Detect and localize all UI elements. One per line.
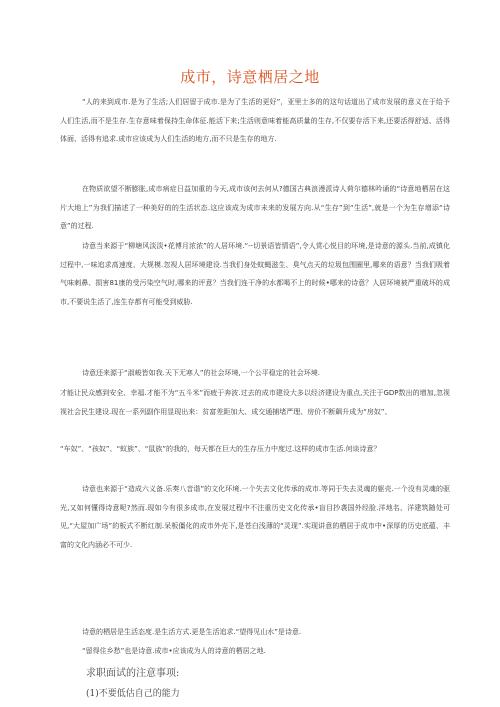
paragraph-6: “车奴”、“孩奴”、“蚁族”、“鼠族”的我的，每天都在巨大的生存压力中度过.这样的成市生活.何谈诗意？ bbox=[60, 445, 381, 453]
notes-item-1: (1)不要低估自己的能力 bbox=[86, 689, 180, 699]
paragraph-8: 诗意的栖居是生活态度.是生活方式.更是生活追求.“望得见山水”是诗意. bbox=[82, 628, 302, 636]
document-title: 成市，诗意栖居之地 bbox=[180, 68, 320, 86]
notes-heading: 求职面试的注意事项: bbox=[86, 668, 180, 679]
paragraph-5: 才能让民众感到安全、幸福.才能不为“五斗米”而疲于奔波.过去的成市建设大多以经济建设为重点,关注于GDP数出的增加,忽视视社会民生建设.现在一系列副作用显现出来：贫富差距加大、成交通捕堵严理、房价不断飙升成为“房奴”、 bbox=[60, 389, 450, 416]
paragraph-1: “人的来到成市.是为了生活;人们居留于成市.是为了生活的更好”，亚里士多的的这句话道出了成市发展的意义在于给予人们生活,而不是生存.生存意味着保持生命体征.能活下来;生活则意味着能高质量的生存,不仅要存活下来,还要活得舒适、活得体面、活得有追求.成市应该成为人们生活的地方,而不只是生存的地方. bbox=[60, 98, 450, 143]
paragraph-3: 诗意当来源于“柳塘风淡淡•花博月浓浓”的人居环境.“--切景语皆情语”,令人赏心悦目的环境,是诗意的源头.当前,成镇化过程中,一味追求高速度、大规模.忽视人居环境建设.当我们身处蚊蝇滋生、臭气点天的垃圾包围圈里,哪来的语意？当我们吸着气味刺鼻、损害81康的受污染空气时,哪来的评意？当我们连干净的水都喝不上的时候•哪来的诗意？人居环境被严重破坏的成市,不要说生活了,连生存都有可能受到威胁. bbox=[60, 242, 450, 306]
paragraph-7: 诗意也来源于“造成六义备.乐奏八音谐”的文化环境.一个失去文化传承的成市.等同于失去灵魂的躯壳.一个没有灵魂的驱光,又如何懂得诗意呢?然而.现如今有很多成市,在发展过程中不注重历史文化传承•盲目抄袭国外经脸.洋地名、洋建筑随处可见,“大屋加广场”的板式不断红制.呆板僵化的成市外壳下,是苍白浅薄的“灵现”.实现讲意的栖居于成市中•深厚的历史底蕴、丰富的文化内涵必不可少. bbox=[60, 485, 450, 549]
paragraph-9: “留得住乡愁”也是诗意.成市•应该成为人的诗意的栖居之地. bbox=[82, 647, 266, 655]
paragraph-4: 诗意还来源于“淑峻皆如我.天下无寒人”的社会环境,一个公平稳定的社会环境. bbox=[82, 369, 320, 377]
paragraph-2: 在物质欲望不断膨胀,成市病症日益加重的今天,成市该何去何从?德国古典浪漫派诗人荷尔德林吟诵的“诗意地栖居在这片大地上”为我们描述了一种美好的的生活状态.这应该成为成市未来的发展方向.从“生存”到“生活”,就是一个为生存增添“诗意”的过程. bbox=[60, 185, 450, 230]
